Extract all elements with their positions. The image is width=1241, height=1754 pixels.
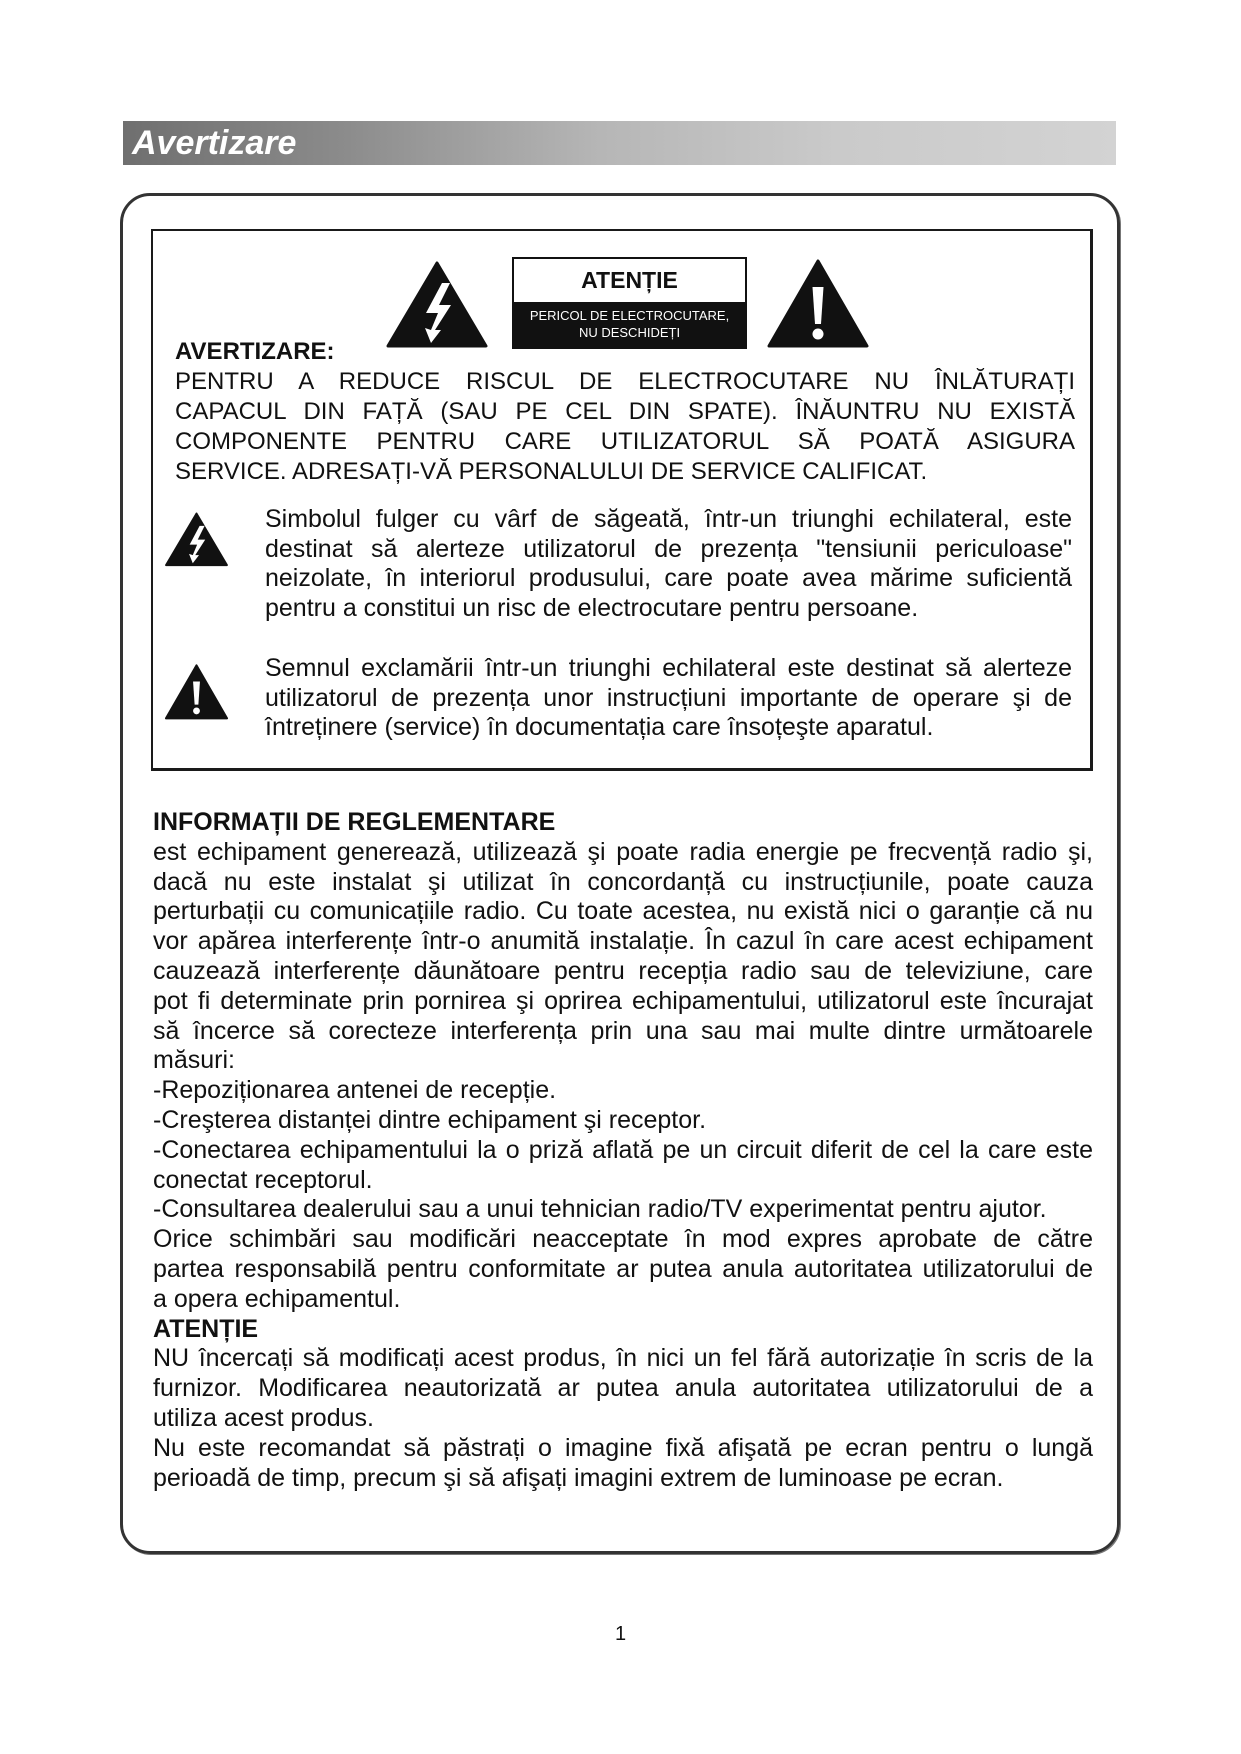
text-line: perturbații cu comunicațiile radio. Cu toate acestea, nu există nici o garanție că nu bbox=[153, 897, 1093, 926]
measure-item bbox=[153, 1195, 1093, 1225]
text-line: perioadă de timp, precum şi să afişați imagini extrem de luminoase pe ecran. bbox=[153, 1463, 1004, 1492]
text-line: -Conectarea echipamentului la o priză aflată pe un circuit diferit de cel la care este bbox=[153, 1135, 1093, 1164]
text-line: neizolate, în interiorul produsului, care poate avea mărime suficientă bbox=[265, 564, 1072, 593]
regulatory-section bbox=[153, 808, 1093, 1493]
exclamation-triangle-icon bbox=[766, 257, 870, 349]
text-line: -Consultarea dealerului sau a unui tehnician radio/TV experimentat pentru ajutor. bbox=[153, 1195, 1047, 1224]
text-line: partea responsabilă pentru conformitate ar putea anula autoritatea utilizatorului de bbox=[153, 1254, 1093, 1283]
text-line: Simbolul fulger cu vârf de săgeată, într-un triunghi echilateral, este bbox=[265, 505, 1072, 533]
measure-item bbox=[153, 1076, 1093, 1106]
section-header-bar bbox=[123, 121, 1116, 165]
caution-heading: ATENȚIE bbox=[153, 1314, 259, 1343]
text-line: vor apărea interferențe într-o anumită instalație. În cazul în care acest echipament bbox=[153, 927, 1093, 956]
caution-label-title: ATENȚIE bbox=[581, 267, 678, 293]
text-line: utilizatorul de prezența unor instrucțiuni importante de operare şi de bbox=[265, 683, 1072, 712]
text-line: utiliza acest produs. bbox=[153, 1403, 374, 1432]
text-line: dacă nu este instalat şi utilizat în concordanță cu instrucțiunile, poate cauza bbox=[153, 867, 1093, 896]
measure-item bbox=[153, 1136, 1093, 1196]
lightning-triangle-icon bbox=[385, 259, 489, 349]
page-number: 1 bbox=[614, 1623, 627, 1645]
text-line: conectat receptorul. bbox=[153, 1165, 373, 1194]
lightning-triangle-icon bbox=[164, 511, 229, 567]
warning-paragraph bbox=[175, 367, 1075, 487]
text-line: Semnul exclamării într-un triunghi echilateral este destinat să alerteze bbox=[265, 654, 1072, 682]
lightning-symbol-note bbox=[265, 505, 1072, 624]
caution-paragraph bbox=[153, 1344, 1093, 1433]
regulatory-intro-paragraph bbox=[153, 838, 1093, 1076]
caution-label-band bbox=[514, 302, 745, 347]
text-line: întreținere (service) în documentația care însoțeşte aparatul. bbox=[265, 713, 934, 742]
text-line: pentru a constitui un risc de electrocutare pentru persoane. bbox=[265, 594, 919, 623]
warning-heading: AVERTIZARE: bbox=[175, 338, 335, 365]
changes-paragraph bbox=[153, 1225, 1093, 1314]
text-line: Orice schimbări sau modificări neacceptate în mod expres aprobate de către bbox=[153, 1225, 1093, 1254]
text-line: destinat să alerteze utilizatorul de prezența "tensiunii periculoase" bbox=[265, 534, 1072, 563]
text-line: SERVICE. ADRESAȚI-VĂ PERSONALULUI DE SERVICE CALIFICAT. bbox=[175, 458, 928, 485]
caution-label-line: NU DESCHIDEȚI bbox=[578, 325, 681, 340]
text-line: măsuri: bbox=[153, 1046, 235, 1075]
lightning-triangle-icon bbox=[385, 259, 489, 349]
image-retention-paragraph bbox=[153, 1434, 1093, 1494]
exclamation-triangle-icon bbox=[766, 257, 870, 349]
measure-item bbox=[153, 1106, 1093, 1136]
text-line: Nu este recomandat să păstrați o imagine fixă afişată pe ecran pentru o lungă bbox=[153, 1433, 1093, 1462]
text-line: PENTRU A REDUCE RISCUL DE ELECTROCUTARE NU ÎNLĂTURAȚI bbox=[175, 368, 1075, 395]
text-line: NU încercați să modificați acest produs, în nici un fel fără autorizație în scris de la bbox=[153, 1344, 1093, 1373]
text-line: să încerce să corecteze interferența prin una sau mai multe dintre următoarele bbox=[153, 1016, 1093, 1045]
warning-box bbox=[151, 229, 1093, 771]
text-line: cauzează interferențe dăunătoare pentru recepția radio sau de televiziune, care bbox=[153, 956, 1093, 985]
text-line: a opera echipamentul. bbox=[153, 1284, 401, 1313]
text-line: COMPONENTE PENTRU CARE UTILIZATORUL SĂ POATĂ ASIGURA bbox=[175, 428, 1075, 455]
text-line: est echipament generează, utilizează şi poate radia energie pe frecvență radio şi, bbox=[153, 837, 1093, 866]
section-title: Avertizare bbox=[132, 124, 297, 162]
exclamation-symbol-note bbox=[265, 654, 1072, 743]
lightning-triangle-icon bbox=[164, 511, 229, 567]
text-line: CAPACUL DIN FAȚĂ (SAU PE CEL DIN SPATE). ÎNĂUNTRU NU EXISTĂ bbox=[175, 398, 1075, 425]
measures-list bbox=[153, 1076, 1093, 1225]
text-line: -Repoziționarea antenei de recepție. bbox=[153, 1076, 557, 1105]
text-line: pot fi determinate prin pornirea şi oprirea echipamentului, utilizatorul este încurajat bbox=[153, 986, 1093, 1015]
caution-label bbox=[512, 257, 747, 349]
regulatory-heading: INFORMAȚII DE REGLEMENTARE bbox=[153, 808, 556, 836]
text-line: -Creşterea distanței dintre echipament şi receptor. bbox=[153, 1105, 707, 1134]
exclamation-triangle-icon bbox=[164, 662, 229, 721]
caution-label-line: PERICOL DE ELECTROCUTARE, bbox=[529, 308, 730, 323]
exclamation-triangle-icon bbox=[164, 662, 229, 721]
text-line: furnizor. Modificarea neautorizată ar putea anula autoritatea utilizatorului de a bbox=[153, 1374, 1093, 1403]
